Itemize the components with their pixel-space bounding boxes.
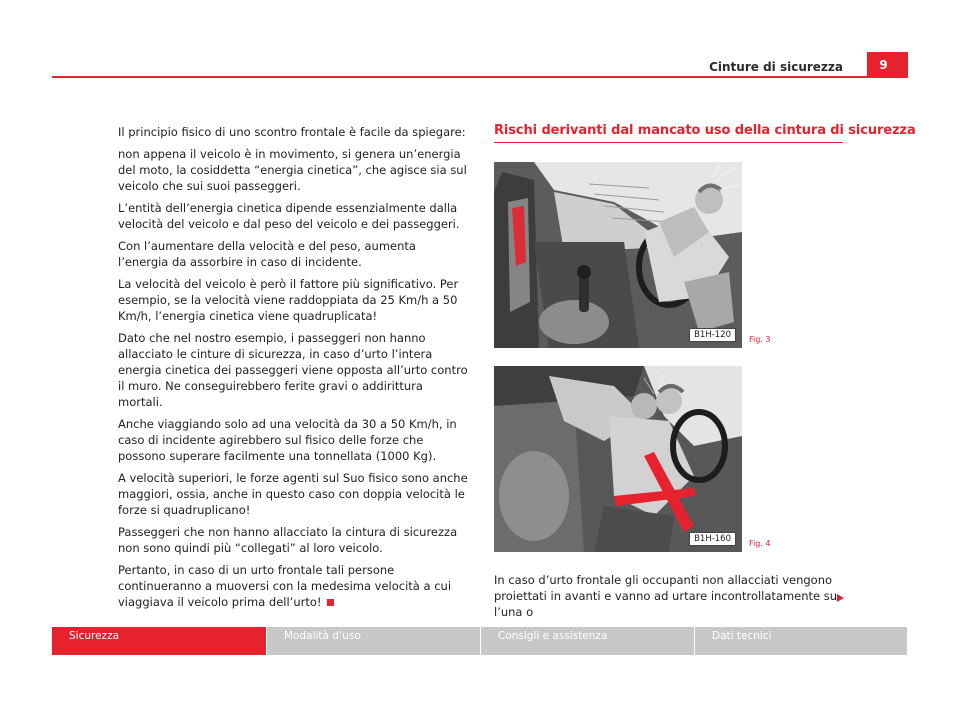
paragraph: La velocità del veicolo è però il fattore più significativo. Per esempio, se la velocità viene raddoppiata da 25 Km/h a 50 Km/h, l’energia cinetica viene quadruplicata! (118, 277, 459, 323)
paragraph: L’entità dell’energia cinetica dipende essenzialmente dalla velocità del veicolo e dal peso del veicolo e dei passeggeri. (118, 201, 460, 231)
figure-code: B1H-160 (689, 532, 736, 546)
paragraph: Passeggeri che non hanno allacciato la cintura di sicurezza non sono quindi più “collegati” al loro veicolo. (118, 525, 458, 555)
paragraph: Il principio fisico di uno scontro frontale è facile da spiegare: (118, 125, 466, 139)
paragraph-last (118, 562, 468, 610)
paragraph-text: Pertanto, in caso di un urto frontale tali persone continueranno a muoversi con la medesima velocità a cui viaggiava il veicolo prima dell’urto! (118, 563, 452, 609)
figure-caption: Fig. 3 (749, 335, 771, 344)
tab-sicurezza[interactable]: Sicurezza (52, 627, 266, 655)
continue-arrow-icon (837, 594, 844, 602)
tab-dati-tecnici[interactable]: Dati tecnici (695, 627, 907, 655)
figure-caption: Fig. 4 (749, 539, 771, 548)
page-number: 9 (867, 52, 908, 78)
paragraph: A velocità superiori, le forze agenti sul Suo fisico sono anche maggiori, ossia, anche in questo caso con doppia velocità le forze si quadruplicano! (118, 471, 468, 517)
paragraph: non appena il veicolo è in movimento, si genera un’energia del moto, la cosiddetta “energia cinetica”, che agisce sia sul veicolo che sui suoi passeggeri. (118, 147, 467, 193)
section-heading-rule (494, 142, 843, 143)
figure-code: B1H-120 (689, 328, 736, 342)
section-heading: Rischi derivanti dal mancato uso della cintura di sicurezza (494, 123, 916, 138)
paragraph: Con l’aumentare della velocità e del peso, aumenta l’energia da assorbire in caso di incidente. (118, 239, 416, 269)
header-rule (52, 76, 908, 78)
figure-rear-passenger-impact (494, 366, 742, 552)
figure-unbelted-driver (494, 162, 742, 348)
body-text-left (118, 124, 468, 616)
footer-section-tabs (52, 627, 908, 655)
paragraph: Dato che nel nostro esempio, i passeggeri non hanno allacciato le cinture di sicurezza, in caso d’urto l’intera energia cinetica dei passeggeri viene opposta all’urto contro il muro. Ne conseguirebbero ferite gravi o addirittura mortali. (118, 331, 468, 409)
body-text-right: In caso d’urto frontale gli occupanti non allacciati vengono proiettati in avanti e vanno ad urtare incontrollatamente su l’una o (494, 573, 838, 619)
chapter-title: Cinture di sicurezza (709, 60, 843, 74)
section-end-marker (327, 599, 334, 606)
tab-modalita-duso[interactable]: Modalità d’uso (267, 627, 480, 655)
paragraph: Anche viaggiando solo ad una velocità da 30 a 50 Km/h, in caso di incidente agirebbero sul fisico delle forze che possono superare facilmente una tonnellata (1000 Kg). (118, 417, 457, 463)
tab-consigli-assistenza[interactable]: Consigli e assistenza (481, 627, 694, 655)
illustration-rear-impact (494, 366, 742, 552)
illustration-crash-unbelted (494, 162, 742, 348)
